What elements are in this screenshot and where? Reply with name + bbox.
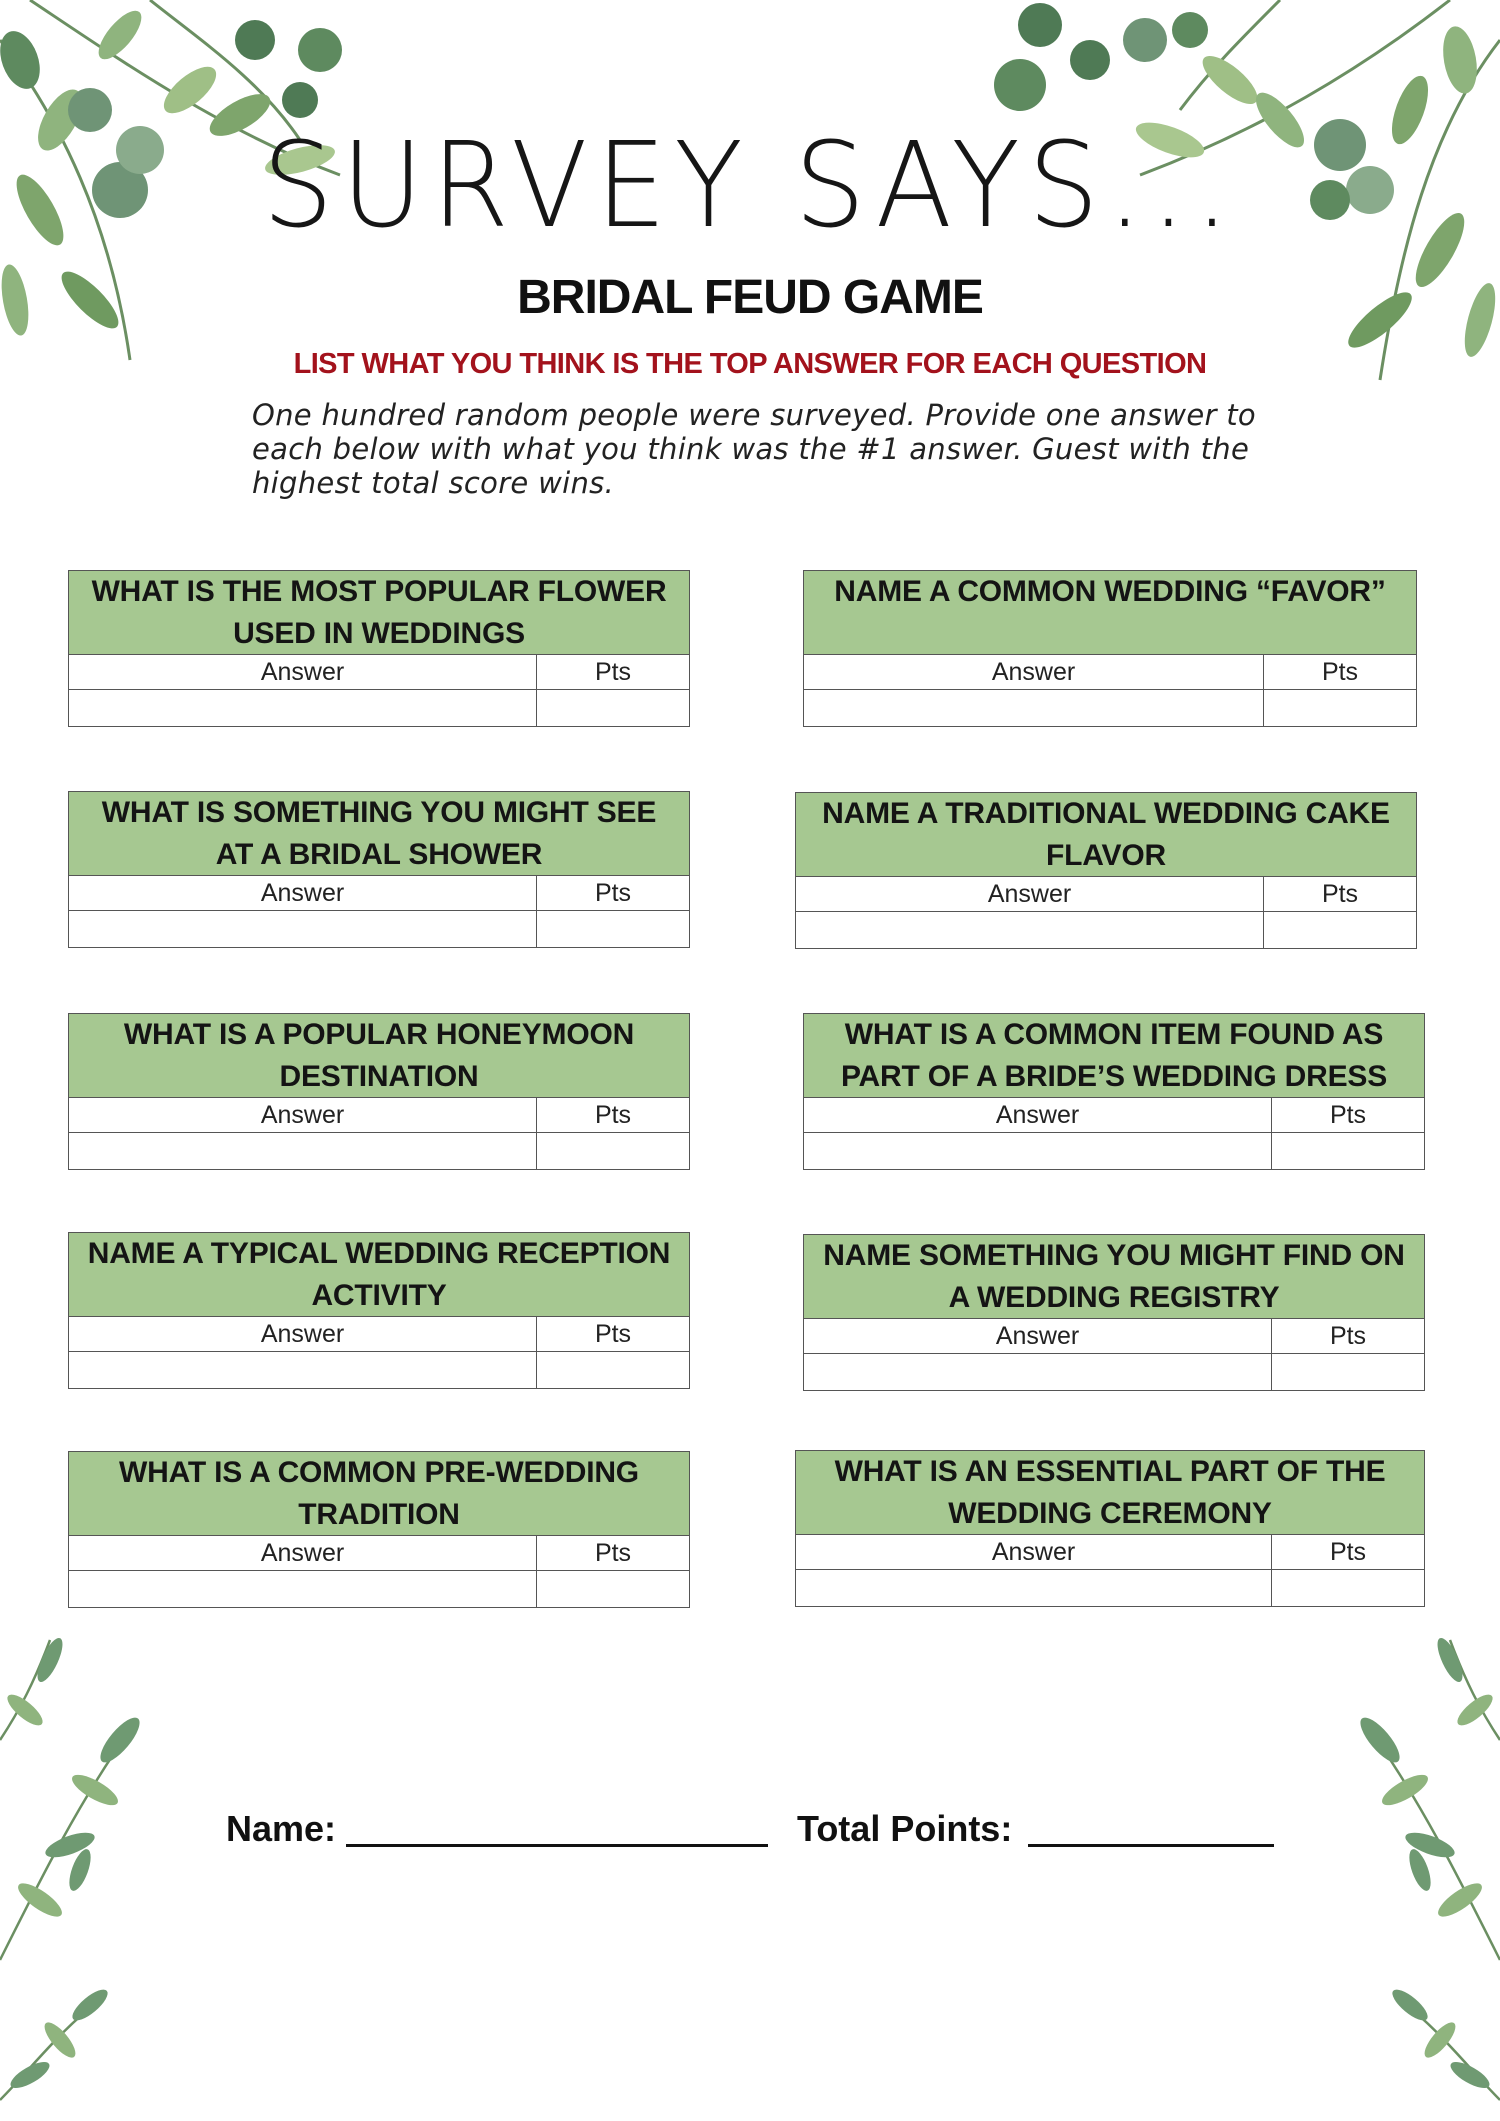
question-text: WHAT IS A POPULAR HONEYMOON DESTINATION bbox=[69, 1014, 689, 1098]
points-field[interactable] bbox=[1264, 690, 1416, 726]
answer-column-header: Answer bbox=[804, 1098, 1272, 1132]
answer-field[interactable] bbox=[804, 1133, 1272, 1169]
answer-field[interactable] bbox=[796, 912, 1264, 948]
question-text: WHAT IS A COMMON PRE-WEDDING TRADITION bbox=[69, 1452, 689, 1536]
answer-header-row bbox=[804, 655, 1416, 690]
name-input-line[interactable] bbox=[346, 1844, 768, 1847]
points-field[interactable] bbox=[537, 911, 689, 947]
answer-column-header: Answer bbox=[804, 1319, 1272, 1353]
leaves-bottom-right-decoration bbox=[1330, 1630, 1500, 2121]
answer-header-row bbox=[796, 877, 1416, 912]
answer-header-row bbox=[69, 1536, 689, 1571]
answer-field[interactable] bbox=[69, 1352, 537, 1388]
question-card-9 bbox=[68, 1451, 690, 1608]
answer-entry-row bbox=[804, 1354, 1424, 1390]
answer-column-header: Answer bbox=[69, 1536, 537, 1570]
question-card-10 bbox=[795, 1450, 1425, 1607]
answer-header-row bbox=[804, 1319, 1424, 1354]
answer-field[interactable] bbox=[804, 1354, 1272, 1390]
points-column-header: Pts bbox=[594, 1100, 632, 1129]
points-column-header: Pts bbox=[1329, 1100, 1367, 1129]
points-column-header: Pts bbox=[1321, 879, 1359, 908]
points-field[interactable] bbox=[1272, 1133, 1424, 1169]
points-column-header: Pts bbox=[1329, 1537, 1367, 1566]
points-column-header: Pts bbox=[594, 878, 632, 907]
answer-entry-row bbox=[69, 690, 689, 726]
question-text: NAME A TRADITIONAL WEDDING CAKE FLAVOR bbox=[796, 793, 1416, 877]
answer-field[interactable] bbox=[69, 1133, 537, 1169]
instruction-text: LIST WHAT YOU THINK IS THE TOP ANSWER FOR EACH QUESTION bbox=[293, 348, 1207, 380]
answer-header-row bbox=[804, 1098, 1424, 1133]
answer-column-header: Answer bbox=[69, 655, 537, 689]
question-text: WHAT IS AN ESSENTIAL PART OF THE WEDDING CEREMONY bbox=[796, 1451, 1424, 1535]
answer-entry-row bbox=[804, 1133, 1424, 1169]
points-field[interactable] bbox=[537, 1571, 689, 1607]
points-field[interactable] bbox=[1272, 1354, 1424, 1390]
question-card-6 bbox=[803, 1013, 1425, 1170]
question-card-3 bbox=[68, 791, 690, 948]
points-field[interactable] bbox=[537, 1352, 689, 1388]
points-field[interactable] bbox=[1264, 912, 1416, 948]
question-card-4 bbox=[795, 792, 1417, 949]
answer-field[interactable] bbox=[804, 690, 1264, 726]
answer-entry-row bbox=[69, 1133, 689, 1169]
question-text: NAME A TYPICAL WEDDING RECEPTION ACTIVITY bbox=[69, 1233, 689, 1317]
game-description: One hundred random people were surveyed. Provide one answer to each below with what you think was the #1 answer. Guest with the highest total score wins. bbox=[252, 398, 1256, 500]
question-card-5 bbox=[68, 1013, 690, 1170]
question-card-1 bbox=[68, 570, 690, 727]
question-card-8 bbox=[803, 1234, 1425, 1391]
answer-entry-row bbox=[796, 1570, 1424, 1606]
points-column-header: Pts bbox=[594, 1538, 632, 1567]
question-text: NAME A COMMON WEDDING “FAVOR” bbox=[804, 571, 1416, 655]
question-text: NAME SOMETHING YOU MIGHT FIND ON A WEDDING REGISTRY bbox=[804, 1235, 1424, 1319]
points-column-header: Pts bbox=[1321, 657, 1359, 686]
points-field[interactable] bbox=[537, 690, 689, 726]
leaves-bottom-left-decoration bbox=[0, 1630, 170, 2121]
answer-column-header: Answer bbox=[796, 877, 1264, 911]
points-field[interactable] bbox=[1272, 1570, 1424, 1606]
answer-field[interactable] bbox=[796, 1570, 1272, 1606]
answer-entry-row bbox=[69, 1352, 689, 1388]
question-text: WHAT IS A COMMON ITEM FOUND AS PART OF A BRIDE’S WEDDING DRESS bbox=[804, 1014, 1424, 1098]
page-title: SURVEY SAYS... bbox=[262, 117, 1238, 255]
answer-column-header: Answer bbox=[804, 655, 1264, 689]
answer-entry-row bbox=[804, 690, 1416, 726]
answer-header-row bbox=[796, 1535, 1424, 1570]
total-points-input-line[interactable] bbox=[1028, 1844, 1274, 1847]
question-text: WHAT IS THE MOST POPULAR FLOWER USED IN WEDDINGS bbox=[69, 571, 689, 655]
answer-header-row bbox=[69, 655, 689, 690]
points-column-header: Pts bbox=[1329, 1321, 1367, 1350]
game-subtitle: BRIDAL FEUD GAME bbox=[517, 271, 983, 324]
points-column-header: Pts bbox=[594, 1319, 632, 1348]
points-column-header: Pts bbox=[594, 657, 632, 686]
answer-entry-row bbox=[69, 911, 689, 947]
question-card-2 bbox=[803, 570, 1417, 727]
answer-field[interactable] bbox=[69, 911, 537, 947]
answer-header-row bbox=[69, 876, 689, 911]
answer-header-row bbox=[69, 1317, 689, 1352]
answer-column-header: Answer bbox=[69, 1317, 537, 1351]
answer-header-row bbox=[69, 1098, 689, 1133]
answer-field[interactable] bbox=[69, 1571, 537, 1607]
points-field[interactable] bbox=[537, 1133, 689, 1169]
answer-field[interactable] bbox=[69, 690, 537, 726]
total-points-label: Total Points: bbox=[797, 1808, 1013, 1849]
answer-column-header: Answer bbox=[69, 1098, 537, 1132]
answer-entry-row bbox=[796, 912, 1416, 948]
answer-column-header: Answer bbox=[796, 1535, 1272, 1569]
answer-entry-row bbox=[69, 1571, 689, 1607]
question-text: WHAT IS SOMETHING YOU MIGHT SEE AT A BRIDAL SHOWER bbox=[69, 792, 689, 876]
answer-column-header: Answer bbox=[69, 876, 537, 910]
name-label: Name: bbox=[226, 1808, 337, 1849]
question-card-7 bbox=[68, 1232, 690, 1389]
